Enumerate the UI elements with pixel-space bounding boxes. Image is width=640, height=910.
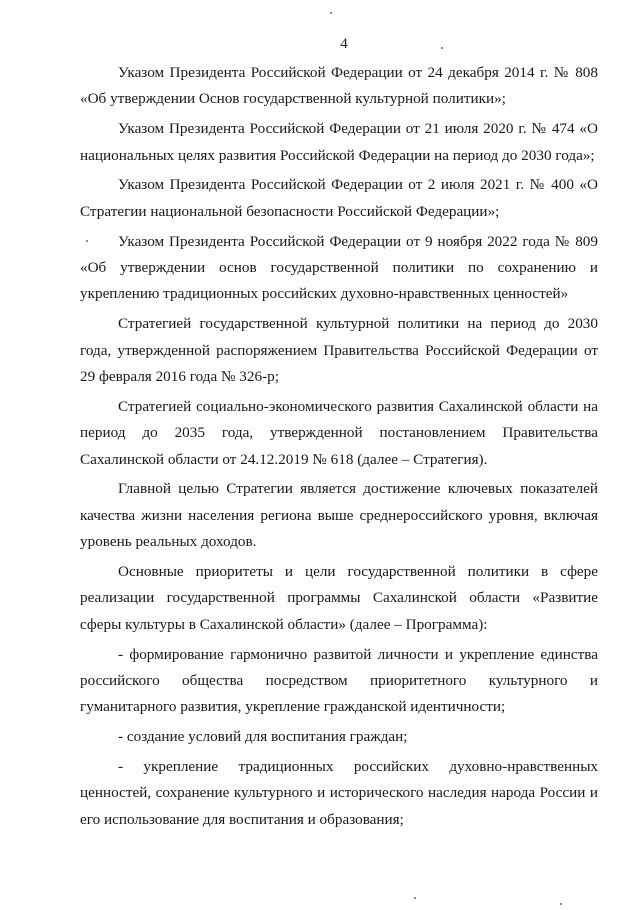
paragraph-decree-474: Указом Президента Российской Федерации от 21 июля 2020 г. № 474 «О национальных целях развития Российской Федерации на период до 2030 года»;: [80, 120, 598, 164]
scan-speck: [86, 240, 88, 242]
paragraph-decree-809: Указом Президента Российской Федерации от 9 ноября 2022 года № 809 «Об утверждении основ государственной политики по сохранению и укреплению традиционных российских духовно-нравственных ценностей»: [80, 232, 598, 303]
scan-speck: [441, 47, 443, 49]
paragraph-cultural-policy-strategy: Стратегией государственной культурной политики на период до 2030 года, утвержденной распоряжением Правительства Российской Федерации от 29 февраля 2016 года № 326-р;: [80, 315, 598, 386]
scan-speck: [330, 12, 332, 14]
paragraph-decree-400: Указом Президента Российской Федерации от 2 июля 2021 г. № 400 «О Стратегии национальной безопасности Российской Федерации»;: [80, 176, 598, 220]
list-item-traditional-values: - укрепление традиционных российских духовно-нравственных ценностей, сохранение культурного и исторического наследия народа России и его использование для воспитания и образования;: [80, 758, 598, 828]
list-item-upbringing-conditions: - создание условий для воспитания граждан;: [118, 728, 408, 746]
paragraph-main-goal: Главной целью Стратегии является достижение ключевых показателей качества жизни населения региона выше среднероссийского уровня, включая уровень реальных доходов.: [80, 480, 598, 551]
scan-speck: [560, 903, 562, 905]
paragraph-socio-economic-strategy: Стратегией социально-экономического развития Сахалинской области на период до 2035 года, утвержденной постановлением Правительства Сахалинской области от 24.12.2019 № 618 (далее – Стратегия).: [80, 397, 598, 468]
page-number: 4: [340, 36, 348, 52]
paragraph-decree-808: Указом Президента Российской Федерации от 24 декабря 2014 г. № 808 «Об утверждении Основ государственной культурной политики»;: [80, 64, 598, 108]
paragraph-priorities-intro: Основные приоритеты и цели государственной политики в сфере реализации государственной программы Сахалинской области «Развитие сферы культуры в Сахалинской области» (далее – Программа):: [80, 563, 598, 633]
list-item-harmonious-personality: - формирование гармонично развитой личности и укрепление единства российского общества посредством приоритетного культурного и гуманитарного развития, укрепление гражданской идентичности;: [80, 645, 598, 716]
scan-speck: [414, 897, 416, 899]
